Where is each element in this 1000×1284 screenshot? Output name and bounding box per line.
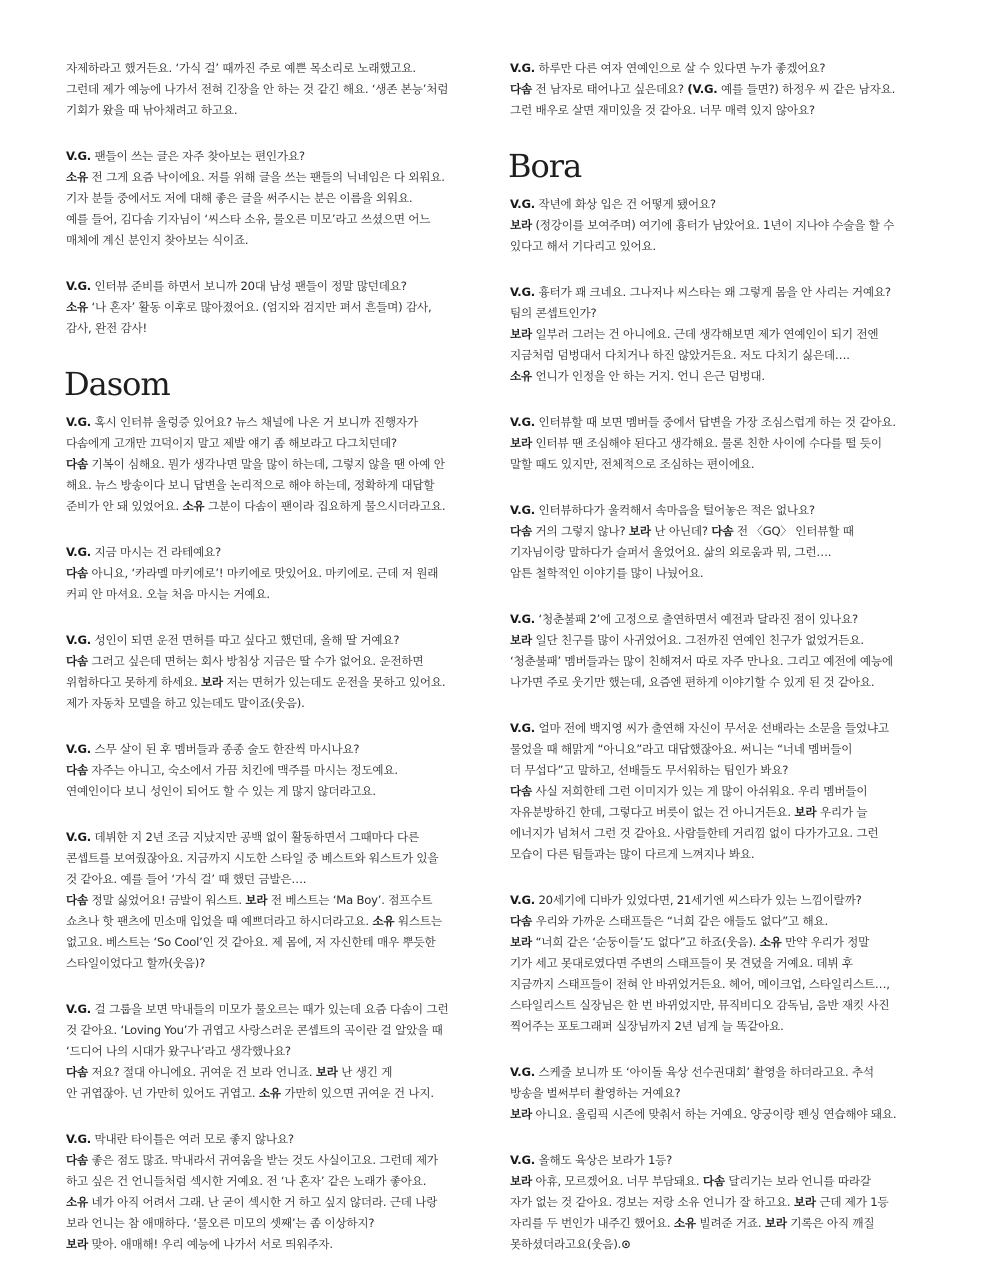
- line-text: 데뷔한 지 2년 조금 지났지만 공백 없이 활동하면서 그때마다 다른: [91, 830, 420, 844]
- speaker-name: 보라: [315, 1065, 338, 1079]
- line-text: 하고 싶은 건 언니들처럼 섹시한 거예요. 전 ‘나 혼자’ 같은 노래가 좋아요.: [66, 1174, 427, 1188]
- line-text: 우리와 가까운 스태프들은 “너희 같은 애들도 없다”고 해요.: [532, 914, 828, 928]
- speaker-name: 소유: [66, 170, 88, 184]
- speaker-name: 소유: [510, 369, 532, 383]
- text-line: [66, 890, 486, 911]
- line-text: 스타일이었다고 할까(웃음)?: [66, 956, 206, 970]
- text-line: [66, 318, 486, 339]
- line-text: ‘청춘불패’ 멤버들과는 많이 친해져서 따로 자주 만나요. 그리고 예전에 예능에: [510, 654, 893, 668]
- line-text: 것 같아요. ‘Loving You’가 귀엽고 사랑스러운 콘셉트의 곡이란 걸 알았을 때: [66, 1023, 443, 1037]
- line-text: 아휴, 모르겠어요. 너무 부담돼요.: [532, 1174, 703, 1188]
- line-text: 워스트는: [394, 914, 442, 928]
- line-text: “너희 같은 ‘순둥이들’도 없다”고 하죠(웃음).: [532, 935, 760, 949]
- line-text: 기회가 왔을 때 낚아채려고 하고요.: [66, 103, 238, 117]
- text-line: [510, 1083, 936, 1104]
- line-text: 전 〈GQ〉 인터뷰할 때: [733, 524, 854, 538]
- speaker-name: 다솜: [66, 763, 88, 777]
- text-line: [510, 1150, 936, 1171]
- line-text: 에너지가 넘쳐서 그런 것 같아요. 사람들한테 거리낌 없이 다가가고요. 그런: [510, 826, 879, 840]
- question-marker: V.G.: [66, 830, 92, 844]
- qa-paragraph: [510, 412, 936, 475]
- text-line: [510, 215, 936, 236]
- line-text: 해요. 뉴스 방송이다 보니 답변을 논리적으로 해야 하는데, 정확하게 대답할: [66, 478, 435, 492]
- line-text: 성인이 되면 운전 면허를 따고 싶다고 했던데, 올해 딸 거예요?: [91, 633, 400, 647]
- right-column: [510, 58, 936, 1280]
- text-line: [510, 454, 936, 475]
- question-marker: V.G.: [510, 285, 536, 299]
- line-text: 사실 저희한테 그런 이미지가 있는 게 많이 아쉬워요. 우리 멤버들이: [532, 784, 868, 798]
- text-line: [510, 58, 936, 79]
- text-line: [510, 672, 936, 693]
- speaker-name: 다솜: [510, 914, 532, 928]
- speaker-name: 소유: [372, 914, 395, 928]
- section-heading: Dasom: [64, 365, 170, 403]
- speaker-name: 보라: [510, 327, 532, 341]
- text-line: [510, 563, 936, 584]
- question-marker: (V.G.: [687, 82, 718, 96]
- text-line: [66, 276, 486, 297]
- text-line: [66, 563, 486, 584]
- line-text: 찍어주는 포토그래퍼 실장님까지 2년 넘게 늘 똑같아요.: [510, 1019, 784, 1033]
- text-line: [510, 1213, 936, 1234]
- line-text: 아니요. 올림픽 시즌에 맞춰서 하는 거예요. 양궁이랑 펜싱 연습해야 돼요.: [532, 1107, 897, 1121]
- line-text: 흉터가 꽤 크네요. 그나저나 씨스타는 왜 그렇게 몸을 안 사리는 거예요?: [535, 285, 891, 299]
- line-text: 전 베스트는 ‘Ma Boy’. 점프수트: [267, 893, 433, 907]
- line-text: 지금 마시는 건 라테예요?: [91, 545, 221, 559]
- line-text: 기가 세고 못대로였다면 주변의 스태프들이 못 견뎠을 거예요. 데뷔 후: [510, 956, 853, 970]
- text-line: [66, 827, 486, 848]
- line-text: 지금까지 스태프들이 전혀 안 바뀌었거든요. 헤어, 메이크업, 스타일리스트…,: [510, 977, 890, 991]
- qa-paragraph: [66, 999, 486, 1104]
- line-text: 자주는 아니고, 숙소에서 가끔 치킨에 맥주를 마시는 정도예요.: [88, 763, 398, 777]
- line-text: 좋은 점도 많죠. 막내라서 귀여움을 받는 것도 사실이고요. 그런데 제가: [88, 1153, 438, 1167]
- text-line: [510, 953, 936, 974]
- line-text: 연예인이다 보니 성인이 되어도 할 수 있는 게 많지 않더라고요.: [66, 784, 376, 798]
- line-text: 지금처럼 덤벙대서 다치거나 하진 않았거든요. 저도 다치기 싫은데….: [510, 348, 850, 362]
- line-text: ‘나 혼자’ 활동 이후로 많아졌어요. (엄지와 검지만 펴서 흔들며) 감사,: [88, 300, 432, 314]
- text-line: [510, 345, 936, 366]
- line-text: 거의 그렇지 않나?: [532, 524, 629, 538]
- line-text: 그분이 다솜이 팬이라 집요하게 물으시더라고요.: [204, 499, 446, 513]
- line-text: 팀의 콘셉트인가?: [510, 306, 597, 320]
- line-text: 네가 아직 어려서 그래. 난 굳이 섹시한 거 하고 싶지 않더라. 근데 나랑: [88, 1195, 438, 1209]
- speaker-name: 소유: [66, 300, 88, 314]
- qa-paragraph: [510, 500, 936, 584]
- qa-paragraph: [66, 1129, 486, 1255]
- text-line: [510, 995, 936, 1016]
- question-marker: V.G.: [510, 1153, 536, 1167]
- question-marker: V.G.: [510, 721, 536, 735]
- line-text: 제가 자동차 모델을 하고 있는데도 말이죠(웃음).: [66, 696, 305, 710]
- speaker-name: 다솜: [66, 654, 88, 668]
- line-text: 있다고 해서 기다리고 있어요.: [510, 239, 656, 253]
- text-line: [510, 911, 936, 932]
- line-text: 기록은 아직 깨질: [786, 1216, 875, 1230]
- line-text: 인터뷰할 때 보면 멤버들 중에서 답변을 가장 조심스럽게 하는 것 같아요.: [535, 415, 896, 429]
- text-line: [510, 100, 936, 121]
- line-text: 전 그게 요즘 낙이에요. 저를 위해 글을 쓰는 팬들의 닉네임은 다 외워요.: [88, 170, 445, 184]
- text-line: [510, 1234, 936, 1255]
- question-marker: V.G.: [66, 415, 92, 429]
- line-text: 매체에 계신 분인지 찾아보는 식이죠.: [66, 233, 249, 247]
- text-line: [66, 100, 486, 121]
- line-text: 예를 들어, 김다솜 기자님이 ‘씨스타 소유, 물오른 미모’라고 쓰셨으면 어느: [66, 212, 431, 226]
- line-text: 저요? 절대 아니에요. 귀여운 건 보라 언니죠.: [88, 1065, 316, 1079]
- text-line: [66, 475, 486, 496]
- text-line: [510, 609, 936, 630]
- question-marker: V.G.: [510, 1065, 536, 1079]
- line-text: 자리를 두 번인가 내주긴 했어요.: [510, 1216, 674, 1230]
- line-text: 우리가 늘: [816, 805, 868, 819]
- text-line: [66, 932, 486, 953]
- text-line: [66, 146, 486, 167]
- text-line: [66, 781, 486, 802]
- text-line: [66, 1234, 486, 1255]
- line-text: 것 같아요. 예를 들어 ‘가식 걸’ 때 했던 금발은….: [66, 872, 307, 886]
- line-text: 가만히 있으면 귀여운 건 나지.: [280, 1086, 434, 1100]
- text-line: [66, 1213, 486, 1234]
- qa-paragraph: [510, 1062, 936, 1125]
- speaker-name: 보라: [793, 1195, 816, 1209]
- line-text: ‘드디어 나의 시대가 왔구나’라고 생각했나요?: [66, 1044, 291, 1058]
- line-text: 못하셨더라고요(웃음).: [510, 1237, 622, 1251]
- text-line: [66, 651, 486, 672]
- question-marker: V.G.: [510, 612, 536, 626]
- text-line: [66, 848, 486, 869]
- line-text: 쇼츠나 핫 팬츠에 민소매 입었을 때 예쁘더라고 하시더라고요.: [66, 914, 373, 928]
- line-text: 나가면 주로 웃기만 했는데, 요즘엔 편하게 이야기할 수 있게 된 것 같아요.: [510, 675, 875, 689]
- line-text: 더 무섭다”고 말하고, 선배들도 무서워하는 팀인가 봐요?: [510, 763, 789, 777]
- speaker-name: 보라: [628, 524, 651, 538]
- question-marker: V.G.: [66, 1132, 92, 1146]
- text-line: [66, 188, 486, 209]
- speaker-name: 보라: [764, 1216, 787, 1230]
- qa-paragraph: [510, 609, 936, 693]
- speaker-name: 보라: [245, 893, 268, 907]
- qa-paragraph: [66, 146, 486, 251]
- line-text: 자가 없는 것 같아요. 경보는 저랑 소유 언니가 잘 하고요.: [510, 1195, 794, 1209]
- line-text: 자제하라고 했거든요. ‘가식 걸’ 때까진 주로 예쁜 목소리로 노래했고요.: [66, 61, 416, 75]
- question-marker: V.G.: [510, 893, 536, 907]
- text-line: [66, 1192, 486, 1213]
- speaker-name: 다솜: [510, 82, 532, 96]
- qa-paragraph: [66, 739, 486, 802]
- line-text: 모습이 다른 팀들과는 많이 다르게 느껴지나 봐요.: [510, 847, 755, 861]
- text-line: [66, 209, 486, 230]
- line-text: 혹시 인터뷰 울렁증 있어요? 뉴스 채널에 나온 거 보니까 진행자가: [91, 415, 418, 429]
- qa-paragraph: [66, 58, 486, 121]
- qa-paragraph: [510, 718, 936, 865]
- line-text: 다솜에게 고개만 끄덕이지 말고 제발 얘기 좀 해보라고 다그치던데?: [66, 436, 397, 450]
- text-line: [510, 844, 936, 865]
- text-line: [510, 718, 936, 739]
- line-text: 안 귀엽잖아. 넌 가만히 있어도 귀엽고.: [66, 1086, 259, 1100]
- line-text: 말할 때도 있지만, 전체적으로 조심하는 편이에요.: [510, 457, 755, 471]
- speaker-name: 다솜: [711, 524, 734, 538]
- line-text: 커피 안 마셔요. 오늘 처음 마시는 거예요.: [66, 587, 270, 601]
- line-text: 기자님이랑 말하다가 슬퍼서 울었어요. 삶의 외로움과 뭐, 그런….: [510, 545, 832, 559]
- text-line: [510, 651, 936, 672]
- qa-paragraph: [66, 827, 486, 974]
- text-line: [66, 297, 486, 318]
- line-text: 그런 배우로 살면 재미있을 것 같아요. 너무 매력 있지 않아요?: [510, 103, 815, 117]
- qa-paragraph: [66, 630, 486, 714]
- line-text: 인터뷰하다가 울컥해서 속마음을 털어놓은 적은 없나요?: [535, 503, 815, 517]
- text-line: [510, 1016, 936, 1037]
- line-text: 스타일리스트 실장님은 한 번 바뀌었지만, 뮤직비디오 감독님, 음반 재킷 사진: [510, 998, 890, 1012]
- section-heading: Bora: [508, 147, 582, 185]
- text-line: [66, 760, 486, 781]
- qa-paragraph: [66, 276, 486, 339]
- text-line: [66, 1062, 486, 1083]
- text-line: [510, 932, 936, 953]
- line-text: 얼마 전에 백지영 씨가 출연해 자신이 무서운 선배라는 소문을 들었냐고: [535, 721, 889, 735]
- question-marker: V.G.: [66, 1002, 92, 1016]
- text-line: [66, 167, 486, 188]
- line-text: 맞아. 애매해! 우리 예능에 나가서 서로 띄워주자.: [88, 1237, 333, 1251]
- speaker-name: 소유: [258, 1086, 281, 1100]
- text-line: [510, 303, 936, 324]
- text-line: [66, 230, 486, 251]
- speaker-name: 보라: [510, 218, 532, 232]
- line-text: 기복이 심해요. 뭔가 생각나면 말을 많이 하는데, 그렇지 않을 땐 아예 안: [88, 457, 445, 471]
- text-line: [66, 79, 486, 100]
- speaker-name: 소유: [759, 935, 782, 949]
- line-text: 없고요. 베스트는 ‘So Cool’인 것 같아요. 제 몸에, 저 자신한테 매우 뿌듯한: [66, 935, 436, 949]
- line-text: (정강이를 보여주며) 여기에 흉터가 남았어요. 1년이 지나야 수술을 할 수: [532, 218, 895, 232]
- text-line: [66, 433, 486, 454]
- question-marker: V.G.: [66, 279, 92, 293]
- text-line: [66, 496, 486, 517]
- text-line: [510, 823, 936, 844]
- text-line: [66, 58, 486, 79]
- question-marker: V.G.: [510, 503, 536, 517]
- speaker-name: 소유: [182, 499, 205, 513]
- text-line: [510, 1171, 936, 1192]
- line-text: 기자 분들 중에서도 저에 대해 좋은 글을 써주시는 분은 이름을 외워요.: [66, 191, 413, 205]
- qa-paragraph: [66, 542, 486, 605]
- line-text: 인터뷰 땐 조심해야 된다고 생각해요. 물론 친한 사이에 수다를 떨 듯이: [532, 436, 882, 450]
- text-line: [66, 1020, 486, 1041]
- speaker-name: 소유: [673, 1216, 696, 1230]
- speaker-name: 보라: [510, 935, 532, 949]
- line-text: 그러고 싶은데 면허는 회사 방침상 지금은 딸 수가 없어요. 운전하면: [88, 654, 424, 668]
- text-line: [66, 739, 486, 760]
- left-column: [66, 58, 486, 1280]
- line-text: 난 아닌데?: [650, 524, 712, 538]
- qa-paragraph: [510, 194, 936, 257]
- text-line: [510, 194, 936, 215]
- text-line: [66, 1083, 486, 1104]
- line-text: 달리기는 보라 언니를 따라갈: [724, 1174, 871, 1188]
- speaker-name: 보라: [200, 675, 223, 689]
- line-text: 방송을 벌써부터 촬영하는 거예요?: [510, 1086, 681, 1100]
- line-text: 일단 친구를 많이 사귀었어요. 그전까진 연예인 친구가 없었거든요.: [532, 633, 864, 647]
- line-text: 아니요, ‘카라멜 마키에로’! 마키에로 맛있어요. 마키에로. 근데 저 원래: [88, 566, 439, 580]
- text-line: [66, 672, 486, 693]
- qa-paragraph: [510, 1150, 936, 1255]
- text-line: [66, 1171, 486, 1192]
- speaker-name: 다솜: [66, 1153, 88, 1167]
- text-line: [66, 584, 486, 605]
- line-text: 콘셉트를 보여줬잖아요. 지금까지 시도한 스타일 중 베스트와 워스트가 있을: [66, 851, 439, 865]
- text-line: [66, 412, 486, 433]
- line-text: 빌려준 거죠.: [695, 1216, 765, 1230]
- speaker-name: 보라: [510, 1107, 532, 1121]
- line-text: 암튼 철학적인 이야기를 많이 나눴어요.: [510, 566, 704, 580]
- line-text: 그런데 제가 예능에 나가서 전혀 긴장을 안 하는 것 같긴 해요. ‘생존 본능’처럼: [66, 82, 449, 96]
- question-marker: V.G.: [510, 197, 536, 211]
- text-line: [510, 236, 936, 257]
- text-line: [510, 630, 936, 651]
- question-marker: V.G.: [510, 415, 536, 429]
- speaker-name: 보라: [66, 1237, 88, 1251]
- line-text: 저는 면허가 있는데도 운전을 못하고 있어요.: [222, 675, 446, 689]
- text-line: [66, 953, 486, 974]
- line-text: 일부러 그러는 건 아니에요. 근데 생각해보면 제가 연예인이 되기 전엔: [532, 327, 879, 341]
- text-line: [510, 1192, 936, 1213]
- text-line: [510, 974, 936, 995]
- line-text: 근데 제가 1등: [815, 1195, 889, 1209]
- speaker-name: 소유: [66, 1195, 88, 1209]
- text-line: [510, 282, 936, 303]
- text-line: [510, 781, 936, 802]
- text-line: [510, 366, 936, 387]
- text-line: [66, 999, 486, 1020]
- text-line: [510, 1104, 936, 1125]
- qa-paragraph: [66, 412, 486, 517]
- text-line: [510, 739, 936, 760]
- question-marker: V.G.: [66, 742, 92, 756]
- text-line: [66, 869, 486, 890]
- text-line: [510, 500, 936, 521]
- line-text: 스케줄 보니까 또 ‘아이돌 육상 선수권대회’ 촬영을 하더라고요. 추석: [535, 1065, 874, 1079]
- line-text: 팬들이 쓰는 글은 자주 찾아보는 편인가요?: [91, 149, 305, 163]
- text-line: [510, 1062, 936, 1083]
- line-text: 언니가 인정을 안 하는 거지. 언니 은근 덤벙대.: [532, 369, 765, 383]
- speaker-name: 보라: [510, 436, 532, 450]
- line-text: 작년에 화상 입은 건 어떻게 됐어요?: [535, 197, 716, 211]
- end-mark-icon: ⊙: [621, 1237, 631, 1251]
- line-text: 보라 언니는 참 애매하다. ‘물오른 미모의 셋째’는 좀 이상하지?: [66, 1216, 375, 1230]
- speaker-name: 다솜: [66, 457, 88, 471]
- line-text: 준비가 안 돼 있었어요.: [66, 499, 183, 513]
- text-line: [66, 630, 486, 651]
- line-text: ‘청춘불패 2’에 고정으로 출연하면서 예전과 달라진 점이 있나요?: [535, 612, 858, 626]
- qa-paragraph: [510, 58, 936, 121]
- line-text: 난 생긴 게: [337, 1065, 393, 1079]
- text-line: [66, 1041, 486, 1062]
- speaker-name: 보라: [510, 633, 532, 647]
- speaker-name: 다솜: [66, 893, 88, 907]
- text-line: [510, 521, 936, 542]
- text-line: [66, 911, 486, 932]
- line-text: 물었을 때 해맑게 “아니요”라고 대답했잖아요. 써니는 “너네 멤버들이: [510, 742, 853, 756]
- line-text: 감사, 완전 감사!: [66, 321, 147, 335]
- speaker-name: 보라: [510, 1174, 532, 1188]
- qa-paragraph: [510, 890, 936, 1037]
- line-text: 올해도 육상은 보라가 1등?: [535, 1153, 673, 1167]
- speaker-name: 다솜: [702, 1174, 725, 1188]
- line-text: 걸 그룹을 보면 막내들의 미모가 물오르는 때가 있는데 요즘 다솜이 그런: [91, 1002, 449, 1016]
- question-marker: V.G.: [66, 149, 92, 163]
- text-line: [510, 79, 936, 100]
- line-text: 20세기에 디바가 있었다면, 21세기엔 씨스타가 있는 느낌이랄까?: [535, 893, 862, 907]
- line-text: 막내란 타이틀은 여러 모로 좋지 않나요?: [91, 1132, 294, 1146]
- text-line: [510, 760, 936, 781]
- line-text: 하루만 다른 여자 연예인으로 살 수 있다면 누가 좋겠어요?: [535, 61, 826, 75]
- text-line: [66, 693, 486, 714]
- speaker-name: 다솜: [510, 784, 532, 798]
- text-line: [510, 433, 936, 454]
- text-line: [510, 542, 936, 563]
- line-text: 정말 싫었어요! 금발이 워스트.: [88, 893, 246, 907]
- text-line: [66, 454, 486, 475]
- line-text: 위험하다고 못하게 하세요.: [66, 675, 201, 689]
- line-text: 만약 우리가 정말: [781, 935, 870, 949]
- line-text: 자유분방하긴 한데, 그렇다고 버릇이 없는 건 아니거든요.: [510, 805, 795, 819]
- question-marker: V.G.: [66, 633, 92, 647]
- line-text: 스무 살이 된 후 멤버들과 종종 술도 한잔씩 마시나요?: [91, 742, 360, 756]
- text-line: [510, 802, 936, 823]
- text-line: [510, 890, 936, 911]
- line-text: 예를 들면?) 하정우 씨 같은 남자요.: [717, 82, 896, 96]
- speaker-name: 다솜: [66, 1065, 88, 1079]
- line-text: 전 남자로 태어나고 싶은데요?: [532, 82, 688, 96]
- question-marker: V.G.: [510, 61, 536, 75]
- line-text: 인터뷰 준비를 하면서 보니까 20대 남성 팬들이 정말 많던데요?: [91, 279, 407, 293]
- text-line: [66, 1150, 486, 1171]
- speaker-name: 다솜: [510, 524, 532, 538]
- qa-paragraph: [510, 282, 936, 387]
- speaker-name: 다솜: [66, 566, 88, 580]
- text-line: [510, 324, 936, 345]
- text-line: [510, 412, 936, 433]
- question-marker: V.G.: [66, 545, 92, 559]
- speaker-name: 보라: [794, 805, 817, 819]
- text-line: [66, 542, 486, 563]
- text-line: [66, 1129, 486, 1150]
